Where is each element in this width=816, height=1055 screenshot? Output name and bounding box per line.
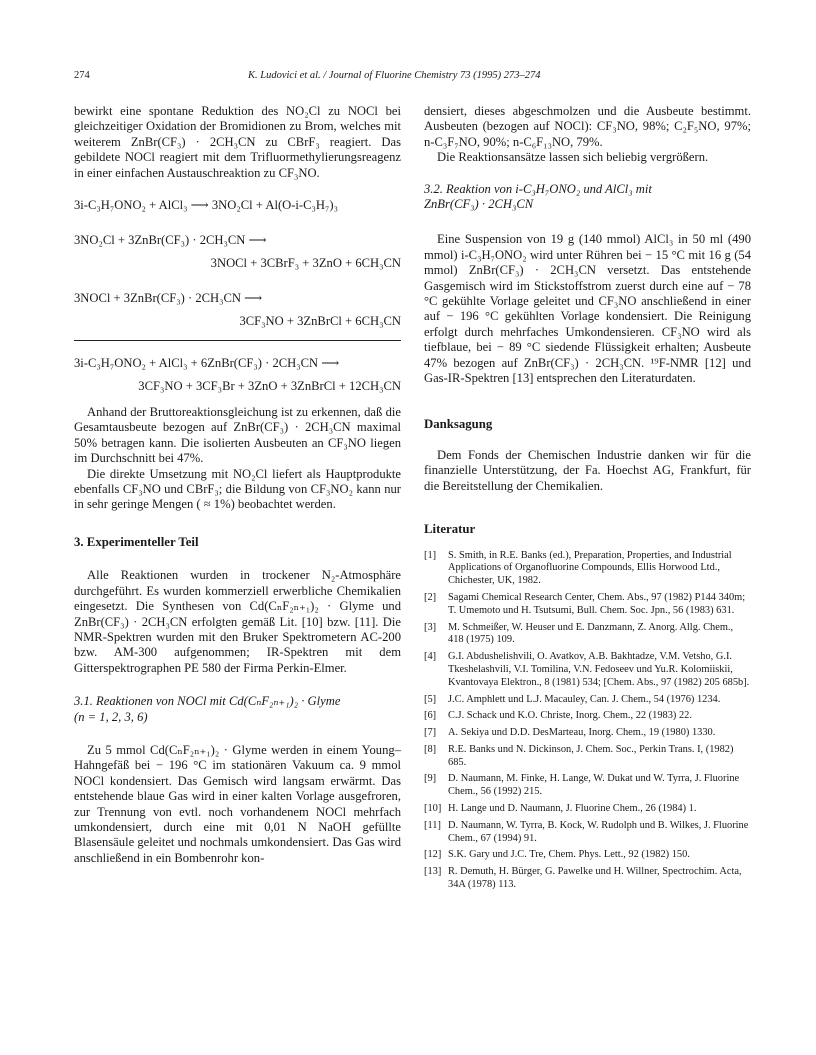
reference-number: [5] (424, 693, 437, 705)
reference-number: [6] (424, 710, 437, 722)
reference-number: [10] (424, 803, 442, 815)
reference-item (424, 866, 751, 892)
reference-item (424, 651, 751, 689)
reference-text: S. Smith, in R.E. Banks (ed.), Preparation, Properties, and Industrial Applications of Organofluorine Compounds, Ellis Horwood Ltd., Chichester, UK, 1982. (448, 549, 732, 587)
scale-paragraph: Die Reaktionsansätze lassen sich beliebig vergrößern. (437, 150, 709, 165)
reference-number: [1] (424, 549, 437, 561)
subsection-3-2-title-line-2: ZnBr(CF₃) · 2CH₃CN (424, 197, 534, 212)
reference-item (424, 550, 751, 588)
equation-3-line-2 (74, 313, 401, 330)
subsection-3-2-paragraph: Eine Suspension von 19 g (140 mmol) AlCl₃ in 50 ml (490 mmol) i-C₃H₇ONO₂ wird unter Rühren bei − 15 °C mit 16 g (54 mmol) ZnBr(CF₃) · 2CH₃CN versetzt. Das entstehende Gasgemisch wird im Stickstoffstrom zuerst durch eine auf − 78 °C gekühlte Vorlage geleitet und CF₃NO anschließend in einer auf − 196 °C gekühlten Vorlage kondensiert. Die Reinigung erfolgt durch mehrfaches Umkondensieren. CF₃NO wird als tiefblaue, bei − 89 °C siedende Flüssigkeit erhalten; Ausbeute 47% bezogen auf ZnBr(CF₃) · 2CH₃CN. ¹⁹F-NMR [12] und Gas-IR-Spektren [13] entsprechen den Literaturdaten. (424, 232, 751, 386)
equation-4a-text: 3i-C₃H₇ONO₂ + AlCl₃ + 6ZnBr(CF₃) · 2CH₃CN ⟶ (74, 356, 340, 371)
reference-text: D. Naumann, M. Finke, H. Lange, W. Dukat und W. Tyrra, J. Fluorine Chem., 56 (1992) 215. (448, 773, 740, 798)
reference-number: [3] (424, 621, 437, 633)
equation-3a-text: 3NOCl + 3ZnBr(CF₃) · 2CH₃CN ⟶ (74, 291, 263, 306)
acknowledgement-heading: Danksagung (424, 416, 493, 431)
equation-4-line-2 (74, 378, 401, 395)
reference-text: M. Schmeißer, W. Heuser und E. Danzmann, Z. Anorg. Allg. Chem., 418 (1975) 109. (448, 621, 734, 646)
reference-number: [8] (424, 743, 437, 755)
reference-item (424, 803, 751, 816)
equation-2b-text: 3NOCl + 3CBrF₃ + 3ZnO + 6CH₃CN (210, 256, 401, 271)
acknowledgement-text: Dem Fonds der Chemischen Industrie danken wir für die finanzielle Unterstützung, der Fa. Hoechst AG, Frankfurt, für die Bereitstellung der Chemikalien. (424, 447, 751, 493)
reference-text: S.K. Gary und J.C. Tre, Chem. Phys. Lett., 92 (1982) 150. (448, 849, 690, 861)
experimental-paragraph: Alle Reaktionen wurden in trockener N₂-Atmosphäre durchgeführt. Es wurden kommerziell erwerbliche Chemikalien eingesetzt. Die Synthesen von Cd(CₙF₂ₙ₊₁)₂ · Glyme und ZnBr(CF₃) · 2CH₃CN erfolgten gemäß Lit. [10] bzw. [11]. Die NMR-Spektren wurden mit den Bruker Spektrometern AC-200 bzw. AM-300 aufgenommen; IR-Spektren mit dem Gitterspektrographen PE 580 der Firma Perkin-Elmer. (74, 568, 401, 675)
subsection-3-1-title: 3.1. Reaktionen von NOCl mit Cd(CₙF₂ₙ₊₁)₂ · Glyme (74, 694, 341, 709)
page-number: 274 (74, 70, 90, 81)
reference-number: [7] (424, 727, 437, 739)
subsection-3-1-title-line-2: (n = 1, 2, 3, 6) (74, 709, 148, 724)
reference-number: [2] (424, 591, 437, 603)
reference-item (424, 694, 751, 707)
reference-item (424, 773, 751, 799)
reference-text: J.C. Amphlett und L.J. Macauley, Can. J. Chem., 54 (1976) 1234. (448, 693, 721, 705)
reference-list (424, 550, 751, 892)
running-title: K. Ludovici et al. / Journal of Fluorine Chemistry 73 (1995) 273–274 (248, 70, 541, 81)
reference-item (424, 820, 751, 846)
equation-2a-text: 3NO₂Cl + 3ZnBr(CF₃) · 2CH₃CN ⟶ (74, 233, 267, 248)
equation-1-text: 3i-C₃H₇ONO₂ + AlCl₃ ⟶ 3NO₂Cl + Al(O-i-C₃H₇)₃ (74, 198, 338, 213)
gross-equation-paragraph: Anhand der Bruttoreaktionsgleichung ist zu erkennen, daß die Gesamtausbeute bezogen auf ZnBr(CF₃) · 2CH₃CN maximal 50% betragen kann. Die isolierten Ausbeuten an CF₃NO liegen im Durchschnitt bei 47%. (74, 405, 401, 466)
equation-divider (74, 340, 401, 341)
reference-text: H. Lange und D. Naumann, J. Fluorine Chem., 26 (1984) 1. (448, 803, 697, 815)
literature-heading: Literatur (424, 522, 476, 537)
reference-number: [11] (424, 819, 441, 831)
reference-number: [12] (424, 849, 442, 861)
equation-1 (74, 197, 401, 214)
intro-paragraph: bewirkt eine spontane Reduktion des NO₂Cl zu NOCl bei gleichzeitiger Oxidation der Bromidionen zu Brom, welches mit weiterem ZnBr(CF₃) · 2CH₃CN zu CBrF₃ reagiert. Das gebildete NOCl reagiert mit dem Trifluormethylierungsreagenz in einer einfachen Austauschreaktion zu CF₃NO. (74, 104, 401, 180)
reference-item (424, 727, 751, 740)
reference-text: C.J. Schack und K.O. Christe, Inorg. Chem., 22 (1983) 22. (448, 710, 692, 722)
left-column (74, 104, 401, 866)
reference-item (424, 592, 751, 618)
equation-4b-text: 3CF₃NO + 3CF₃Br + 3ZnO + 3ZnBrCl + 12CH₃CN (138, 379, 401, 394)
right-column (424, 104, 751, 896)
reference-item (424, 744, 751, 770)
reference-text: Sagami Chemical Research Center, Chem. Abs., 97 (1982) P144 340m; T. Umemoto und H. Tsutsumi, Bull. Chem. Soc. Jpn., 56 (1983) 631. (448, 591, 746, 616)
section-3-heading: 3. Experimenteller Teil (74, 534, 199, 549)
reference-number: [4] (424, 651, 437, 663)
reference-text: D. Naumann, W. Tyrra, B. Kock, W. Rudolph und B. Wilkes, J. Fluorine Chem., 67 (1994) 91. (448, 819, 749, 844)
reference-text: G.I. Abdushelishvili, O. Avatkov, A.B. Bakhtadze, V.M. Vetsho, G.I. Tkeshelashvili, V.I. Tomilina, V.N. Fedoseev und Yu.R. Kolomiiskii, Kvantovaya Elektron., 8 (1981) 534; [Chem. Abs., 97 (1982) 205 685b]. (448, 651, 750, 688)
equation-2-line-2 (74, 255, 401, 272)
equation-3-line-1 (74, 290, 401, 307)
reference-number: [9] (424, 773, 437, 785)
reference-item (424, 849, 751, 862)
reference-text: A. Sekiya und D.D. DesMarteau, Inorg. Chem., 19 (1980) 1330. (448, 727, 716, 739)
equation-2-line-1 (74, 232, 401, 249)
reference-text: R.E. Banks und N. Dickinson, J. Chem. Soc., Perkin Trans. I, (1982) 685. (448, 743, 734, 768)
reference-item (424, 710, 751, 723)
reference-number: [13] (424, 866, 442, 878)
continued-paragraph: densiert, dieses abgeschmolzen und die Ausbeute bestimmt. Ausbeuten (bezogen auf NOCl): CF₃NO, 98%; C₂F₅NO, 97%; n-C₃F₇NO, 90%; n-C₆F₁₃NO, 79%. (424, 104, 751, 149)
subsection-3-2-title: 3.2. Reaktion von i-C₃H₇ONO₂ und AlCl₃ mit (424, 181, 652, 196)
direct-reaction-paragraph: Die direkte Umsetzung mit NO₂Cl liefert als Hauptprodukte ebenfalls CF₃NO und CBrF₃; die Bildung von CF₃NO₂ kann nur in sehr geringe Mengen ( ≈ 1%) beobachtet werden. (74, 466, 401, 512)
reference-text: R. Demuth, H. Bürger, G. Pawelke und H. Willner, Spectrochim. Acta, 34A (1978) 113. (448, 866, 742, 891)
equation-4-line-1 (74, 355, 401, 372)
reference-item (424, 622, 751, 648)
subsection-3-1-paragraph: Zu 5 mmol Cd(CₙF₂ₙ₊₁)₂ · Glyme werden in einem Young–Hahngefäß bei − 196 °C im stationären Vakuum ca. 9 mmol NOCl kondensiert. Das Gemisch wird langsam erwärmt. Das entstehende blaue Gas wird in einer kalten Vorlage ausgefroren, zur Trennung von evtl. noch vorhandenem NOCl mehrfach umkondensiert, durch eine mit 0,01 N NaOH gefüllte Blasensäule geleitet und nochmals umkondensiert. Das Gas wird anschließend in ein Bombenrohr kon- (74, 742, 401, 865)
equation-3b-text: 3CF₃NO + 3ZnBrCl + 6CH₃CN (239, 314, 401, 329)
